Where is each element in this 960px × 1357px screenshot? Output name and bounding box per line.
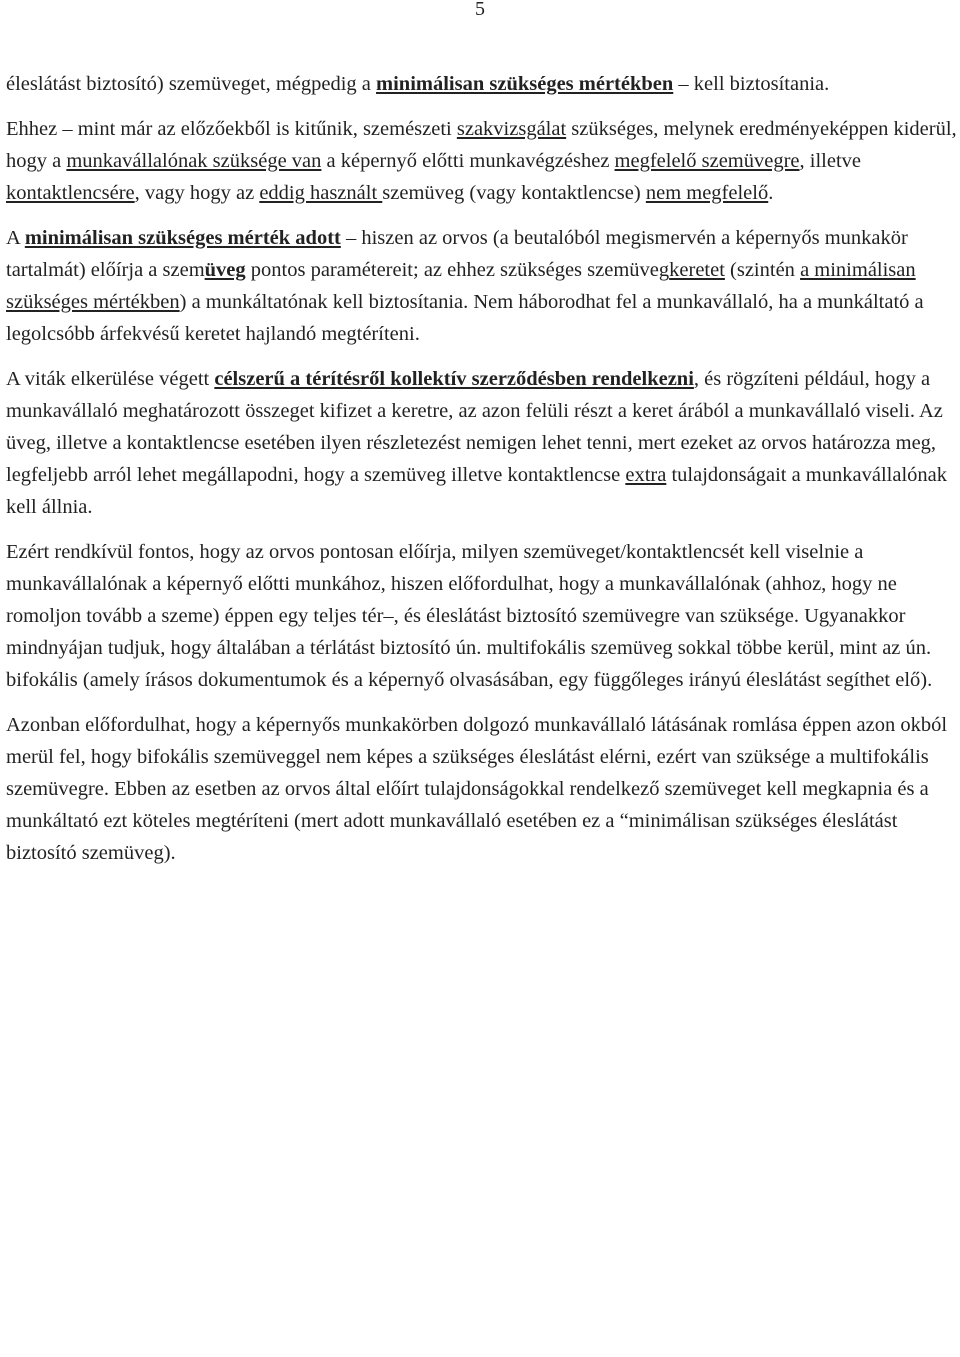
underlined-phrase: a minimálisan szükséges mértékben	[6, 259, 916, 313]
text-run: Ehhez – mint már az előzőekből is kitűnik, szemészeti	[6, 118, 457, 140]
underlined-phrase: nem megfelelő	[645, 182, 769, 204]
emphasis-minimal-extent: minimálisan szükséges mértékben	[376, 73, 674, 95]
paragraph-3	[6, 222, 958, 350]
document-body	[6, 68, 958, 882]
underlined-phrase: munkavállalónak szüksége van	[66, 150, 322, 172]
text-run: – hiszen az orvos (a beutalóból megismervén a képernyős munkakör tartalmát) előírja a szem	[6, 227, 908, 281]
text-run: éleslátást biztosító) szemüveget, mégpedig a	[6, 73, 377, 95]
paragraph-6: Azonban előfordulhat, hogy a képernyős munkakörben dolgozó munkavállaló látásának romlása éppen azon okból merül fel, hogy bifokális szemüveggel nem képes a szükséges éleslátást elérni, ezért van szüksége a multifokális szemüvegre. Ebben az esetben az orvos által előírt tulajdonságokkal rendelkező szemüveget kell megkapnia és a munkáltató ezt köteles megtéríteni (mert adott munkavállaló esetében ez a “minimálisan szükséges éleslátást biztosító szemüveg).	[6, 714, 948, 864]
paragraph-4	[6, 363, 958, 523]
emphasis-minimal-measure: minimálisan szükséges mérték adott	[24, 227, 341, 249]
text-run: , illetve	[799, 150, 862, 172]
text-run: a képernyő előtti munkavégzéshez	[321, 150, 615, 172]
text-run: , és rögzíteni például, hogy a munkavállaló meghatározott összeget kifizet a keretre, az azon felüli részt a keret árából a munkavállaló viseli. Az üveg, illetve a kontaktlencse esetében ilyen részletezést nemigen lehet tenni, mert ezeket az orvos határozza meg, legfeljebb arról lehet megállapodni, hogy a szemüveg illetve kontaktlencse	[6, 368, 943, 486]
paragraph-1	[6, 68, 958, 100]
emphasis-collective-agreement: célszerű a térítésről kollektív szerződésben rendelkezni	[214, 368, 694, 390]
text-run: (szintén	[724, 259, 801, 281]
text-run: szemüveg (vagy kontaktlencse)	[382, 182, 646, 204]
underlined-phrase: keretet	[669, 259, 725, 281]
paragraph-2	[6, 113, 958, 209]
underlined-phrase: megfelelő szemüvegre	[614, 150, 800, 172]
text-run: szükséges, melynek eredményeképpen kiderül, hogy a	[6, 118, 957, 172]
text-run: tulajdonságait a munkavállalónak kell állnia.	[6, 464, 947, 518]
underlined-phrase: extra	[625, 464, 667, 486]
text-run: , vagy hogy az	[134, 182, 260, 204]
page-number: 5	[475, 0, 485, 20]
underlined-phrase: kontaktlencsére	[6, 182, 135, 204]
text-run: pontos paramétereit; az ehhez szükséges szemüveg	[245, 259, 670, 281]
text-run: – kell biztosítania.	[673, 73, 830, 95]
underlined-phrase: eddig használt	[259, 182, 383, 204]
paragraph-5: Ezért rendkívül fontos, hogy az orvos pontosan előírja, milyen szemüveget/kontaktlencsét kell viselnie a munkavállalónak a képernyő előtti munkához, hiszen előfordulhat, hogy a munkavállalónak (ahhoz, hogy ne romoljon tovább a szeme) éppen egy teljes tér–, és éleslátást biztosító szemüvegre van szüksége. Ugyanakkor mindnyájan tudjuk, hogy általában a térlátást biztosító ún. multifokális szemüveg sokkal többe kerül, mint az ún. bifokális (amely írásos dokumentumok és a képernyő olvasásában, egy függőleges irányú éleslátást segíthet elő).	[6, 541, 933, 691]
text-run: ) a munkáltatónak kell biztosítania. Nem háborodhat fel a munkavállaló, ha a munkáltató a legolcsóbb árfekvésű keretet hajlandó megtéríteni.	[6, 291, 924, 345]
text-run: A	[6, 227, 25, 249]
underlined-phrase: szakvizsgálat	[456, 118, 567, 140]
text-run: .	[768, 182, 774, 204]
text-run: A viták elkerülése végett	[6, 368, 215, 390]
emphasis-glass: üveg	[204, 259, 246, 281]
